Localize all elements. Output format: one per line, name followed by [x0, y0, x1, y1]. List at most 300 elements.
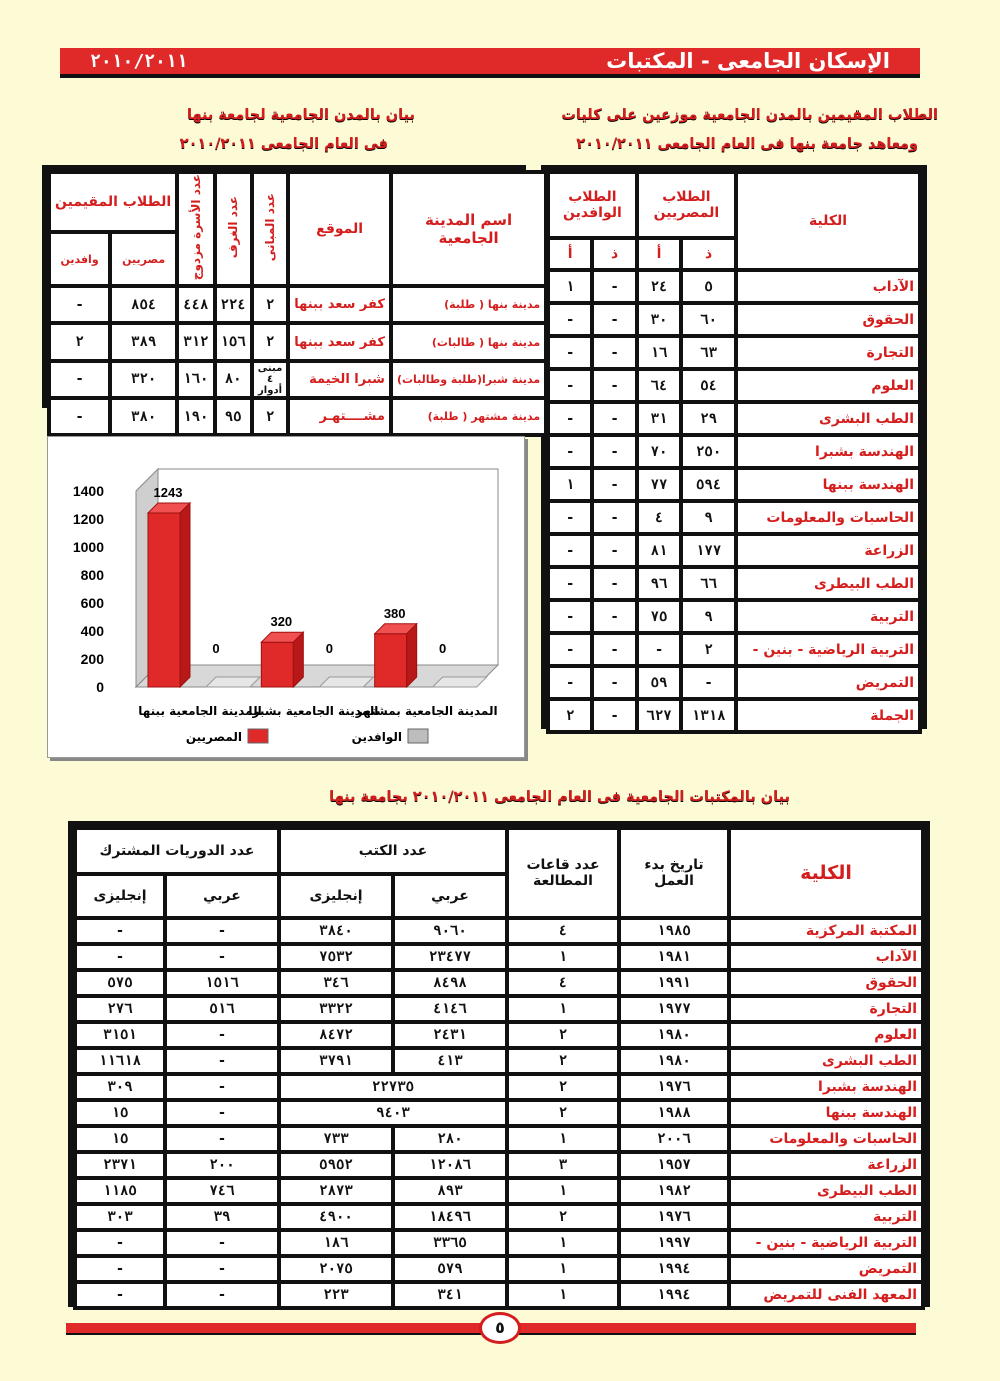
- table-cell: ٣٨٩: [112, 325, 175, 358]
- table-cell: التربية: [731, 1206, 921, 1228]
- table-cell: -: [550, 305, 590, 334]
- table-cell: -: [550, 602, 590, 631]
- table-row: [550, 305, 918, 334]
- table-cell: ٢: [254, 325, 286, 358]
- table-row: [550, 503, 918, 532]
- students-table: [546, 170, 922, 734]
- table-cell: ١٩٩١: [621, 972, 727, 994]
- table-row: [550, 338, 918, 367]
- table-cell: الطب البشرى: [731, 1050, 921, 1072]
- table-cell: -: [594, 569, 634, 598]
- table-cell: -: [77, 920, 163, 942]
- table-cell: مشــــتهـر: [290, 400, 389, 433]
- table-cell: ٢: [509, 1102, 617, 1124]
- table-cell: ٨٥٤: [112, 288, 175, 321]
- table-cell: ١٧٧: [683, 536, 734, 565]
- table-cell: ٦٤: [639, 371, 679, 400]
- table-cell: ٦٣: [683, 338, 734, 367]
- lib-col-college: الكلية: [731, 830, 921, 916]
- table-cell: ١٩٧٦: [621, 1076, 727, 1098]
- header-bar: [60, 48, 920, 78]
- table-cell: ٣٤١: [395, 1284, 505, 1306]
- table-row: [77, 1284, 921, 1306]
- col-foreign: الطلاب الوافدين: [550, 174, 635, 236]
- libraries-table: [73, 826, 925, 1310]
- table-cell: ٢٧٦: [77, 998, 163, 1020]
- table-cell: التربية الرياضية - بنين -: [738, 635, 918, 664]
- table-cell: العلوم: [738, 371, 918, 400]
- table-cell: ٢٠٠٦: [621, 1128, 727, 1150]
- table-cell: -: [594, 668, 634, 697]
- table-cell: ٣٠٩: [77, 1076, 163, 1098]
- table-cell: المعهد الفنى للتمريض: [731, 1284, 921, 1306]
- col-res-egyptian: مصريين: [112, 234, 175, 284]
- table-cell: -: [594, 536, 634, 565]
- legend-swatch: [248, 729, 268, 743]
- table-cell: ٣٨٠: [112, 400, 175, 433]
- table-cell: التجارة: [738, 338, 918, 367]
- table-row: [550, 272, 918, 301]
- table-cell: ٩: [683, 602, 734, 631]
- table-cell: ١٥: [77, 1102, 163, 1124]
- table-cell: -: [594, 635, 634, 664]
- table-cell: ٢٣٧١: [77, 1154, 163, 1176]
- students-table-wrap: [541, 165, 927, 729]
- table-cell: الطب البيطرى: [731, 1180, 921, 1202]
- table-cell: ٢٢٧٣٥: [281, 1076, 505, 1098]
- table-cell: ٧٥: [639, 602, 679, 631]
- table-cell: ٣٨٤٠: [281, 920, 391, 942]
- table-cell: -: [167, 946, 277, 968]
- col-fo-male: ذ: [594, 240, 634, 268]
- chart-bar-side: [293, 632, 303, 687]
- table-row: [77, 946, 921, 968]
- table-cell: ٥٩٤: [683, 470, 734, 499]
- table-cell: ٢٣٤٧٧: [395, 946, 505, 968]
- table-cell: ١٩٧٦: [621, 1206, 727, 1228]
- x-tick-label: المدينة الجامعية بمشتهر: [355, 704, 498, 718]
- table-row: [77, 1180, 921, 1202]
- table-row: [550, 371, 918, 400]
- table-cell: -: [550, 569, 590, 598]
- table-cell: ٦٠: [683, 305, 734, 334]
- table-cell: -: [594, 470, 634, 499]
- legend-swatch: [408, 729, 428, 743]
- table-cell: -: [594, 503, 634, 532]
- table-cell: ٢: [51, 325, 108, 358]
- table-cell: الحقوق: [738, 305, 918, 334]
- legend-label: الوافدين: [351, 730, 402, 744]
- table-cell: -: [550, 503, 590, 532]
- table-row: [550, 635, 918, 664]
- table-cell: ٧٧: [639, 470, 679, 499]
- table-cell: ٤١٤٦: [395, 998, 505, 1020]
- table-cell: ٣٩: [167, 1206, 277, 1228]
- table-cell: -: [639, 635, 679, 664]
- table-cell: الآداب: [738, 272, 918, 301]
- lib-col-books: عدد الكتب: [281, 830, 505, 872]
- table-row: [77, 1232, 921, 1254]
- table-cell: ١١٨٥: [77, 1180, 163, 1202]
- table-cell: ٧٤٦: [167, 1180, 277, 1202]
- col-residents: الطلاب المقيمين: [51, 174, 175, 230]
- table-cell: -: [77, 946, 163, 968]
- table-cell: التمريض: [731, 1258, 921, 1280]
- table-cell: -: [594, 305, 634, 334]
- table-cell: ١: [550, 470, 590, 499]
- col-eg-male: ذ: [683, 240, 734, 268]
- table-cell: التربية: [738, 602, 918, 631]
- table-cell: ٤: [509, 920, 617, 942]
- table-cell: ٢٢٤: [217, 288, 250, 321]
- lib-col-date: تاريخ بدء العمل: [621, 830, 727, 916]
- col-res-foreign: وافدين: [51, 234, 108, 284]
- table-cell: ٨٤٩٨: [395, 972, 505, 994]
- y-tick-label: 800: [80, 567, 104, 583]
- table-cell: -: [77, 1284, 163, 1306]
- table-cell: ١٩٠: [179, 400, 212, 433]
- table-cell: -: [550, 437, 590, 466]
- table-cell: المكتبة المركزية: [731, 920, 921, 942]
- table-cell: ١٨٦: [281, 1232, 391, 1254]
- table-cell: ١٨٤٩٦: [395, 1206, 505, 1228]
- table-cell: ٢٩: [683, 404, 734, 433]
- table-row: [77, 1128, 921, 1150]
- table-cell: ٢٥٠: [683, 437, 734, 466]
- table-cell: ٣٤٦: [281, 972, 391, 994]
- table-cell: التربية الرياضية - بنين -: [731, 1232, 921, 1254]
- table-cell: ١: [509, 1232, 617, 1254]
- table-cell: التمريض: [738, 668, 918, 697]
- libraries-table-wrap: [68, 821, 930, 1307]
- lib-col-per-ar: عربي: [167, 876, 277, 916]
- table-cell: ١٩٨٥: [621, 920, 727, 942]
- table-cell: -: [51, 363, 108, 396]
- table-row: [550, 569, 918, 598]
- table-cell: ٢٨٠: [395, 1128, 505, 1150]
- table-cell: ٥٧٩: [395, 1258, 505, 1280]
- table-cell: -: [550, 404, 590, 433]
- table-cell: ١٦٠: [179, 363, 212, 396]
- table-cell: ١٩٨٠: [621, 1050, 727, 1072]
- table-cell: ٢: [509, 1076, 617, 1098]
- table-cell: -: [550, 668, 590, 697]
- table-cell: ٧٠: [639, 437, 679, 466]
- table-cell: الطب البيطرى: [738, 569, 918, 598]
- y-tick-label: 1000: [72, 539, 104, 555]
- table-cell: -: [167, 1024, 277, 1046]
- table-cell: ٢٠٠: [167, 1154, 277, 1176]
- table-cell: ٨٩٣: [395, 1180, 505, 1202]
- table-cell: -: [594, 404, 634, 433]
- y-tick-label: 1200: [72, 511, 104, 527]
- cities-table-wrap: [42, 165, 541, 425]
- table-cell: ٢: [550, 701, 590, 730]
- table-cell: ٢٢٣: [281, 1284, 391, 1306]
- y-tick-label: 200: [80, 651, 104, 667]
- table-cell: الزراعة: [738, 536, 918, 565]
- table-cell: ١٩٨٢: [621, 1180, 727, 1202]
- table-cell: التجارة: [731, 998, 921, 1020]
- table-cell: ٢: [254, 400, 286, 433]
- table-cell: -: [167, 1258, 277, 1280]
- table-cell: ٥٩: [639, 668, 679, 697]
- table-row: [77, 1024, 921, 1046]
- table-cell: ١٥: [77, 1128, 163, 1150]
- y-tick-label: 0: [96, 679, 104, 695]
- table-cell: ١٦: [639, 338, 679, 367]
- table-cell: ١: [509, 946, 617, 968]
- table-cell: ٦٢٧: [639, 701, 679, 730]
- col-fo-female: أ: [550, 240, 590, 268]
- table-cell: الجملة: [738, 701, 918, 730]
- table-cell: ٣٢٠: [112, 363, 175, 396]
- table-cell: ٩٠٦٠: [395, 920, 505, 942]
- table-row: [550, 701, 918, 730]
- table-cell: -: [594, 437, 634, 466]
- table-row: [77, 1050, 921, 1072]
- table-cell: ٢: [683, 635, 734, 664]
- table-cell: ١٩٩٤: [621, 1284, 727, 1306]
- table-cell: ٢: [509, 1024, 617, 1046]
- table-cell: كفر سعد ببنها: [290, 325, 389, 358]
- table-cell: ٥٤: [683, 371, 734, 400]
- data-label: 0: [325, 641, 333, 656]
- data-label: 0: [212, 641, 220, 656]
- table-cell: الهندسة بشبرا: [738, 437, 918, 466]
- table-cell: ٣٠: [639, 305, 679, 334]
- lib-col-books-ar: عربي: [395, 876, 505, 916]
- table-cell: الحقوق: [731, 972, 921, 994]
- table-cell: -: [594, 272, 634, 301]
- col-egyptian: الطلاب المصريين: [639, 174, 734, 236]
- table-cell: ٢٨٧٣: [281, 1180, 391, 1202]
- table-cell: ١: [509, 1284, 617, 1306]
- legend-label: المصريين: [185, 730, 242, 744]
- table-cell: الهندسة ببنها: [738, 470, 918, 499]
- table-cell: مدينة بنها ( طالبات): [393, 325, 544, 358]
- col-beds: عدد الأسرة مزدوج: [179, 174, 212, 284]
- table-row: [77, 1154, 921, 1176]
- table-cell: مبنى ٤ أدوار: [254, 363, 286, 396]
- table-cell: ٤٩٠٠: [281, 1206, 391, 1228]
- table-cell: ٥٩٥٢: [281, 1154, 391, 1176]
- table-cell: -: [167, 1050, 277, 1072]
- table-row: [77, 998, 921, 1020]
- col-city-name: اسم المدينة الجامعية: [393, 174, 544, 284]
- table-cell: -: [167, 1284, 277, 1306]
- table-cell: الطب البشرى: [738, 404, 918, 433]
- chart-bar: [375, 634, 407, 687]
- table-row: [550, 437, 918, 466]
- cities-table: [47, 170, 548, 437]
- header-title: الإسكان الجامعى - المكتبات: [606, 49, 890, 73]
- table-cell: ١٩٨٨: [621, 1102, 727, 1124]
- table-cell: ٢٠٧٥: [281, 1258, 391, 1280]
- table-cell: مدينة شبرا(طلبة وطالبات): [393, 363, 544, 396]
- col-location: الموقع: [290, 174, 389, 284]
- table-row: [77, 972, 921, 994]
- table-row: [77, 1076, 921, 1098]
- table-cell: ١: [509, 1180, 617, 1202]
- table-cell: ٤: [509, 972, 617, 994]
- table-cell: -: [167, 1128, 277, 1150]
- table-cell: -: [167, 1076, 277, 1098]
- table-cell: -: [550, 371, 590, 400]
- chart-bar: [206, 677, 260, 687]
- table-cell: ٥١٦: [167, 998, 277, 1020]
- data-label: 380: [383, 605, 406, 621]
- table-cell: ١: [550, 272, 590, 301]
- x-tick-label: المدينة الجامعية بشبرا: [248, 704, 379, 718]
- table-cell: الهندسة بشبرا: [731, 1076, 921, 1098]
- lib-col-per-en: إنجليزى: [77, 876, 163, 916]
- lib-col-periodicals: عدد الدوريات المشترك: [77, 830, 277, 872]
- table-cell: ١٩٩٧: [621, 1232, 727, 1254]
- table-cell: -: [594, 701, 634, 730]
- table-cell: -: [550, 338, 590, 367]
- table-row: [51, 325, 544, 358]
- table-cell: -: [167, 1102, 277, 1124]
- table-cell: -: [77, 1258, 163, 1280]
- chart-bar: [261, 642, 293, 687]
- table-cell: ٣١٢: [179, 325, 212, 358]
- table-cell: ٢٤٣١: [395, 1024, 505, 1046]
- table-cell: -: [594, 371, 634, 400]
- table-cell: الزراعة: [731, 1154, 921, 1176]
- table-cell: ١٩٨٠: [621, 1024, 727, 1046]
- table-cell: ١: [509, 1128, 617, 1150]
- table-row: [550, 536, 918, 565]
- table-cell: ٨١: [639, 536, 679, 565]
- col-college: الكلية: [738, 174, 918, 268]
- table-cell: ٣١٥١: [77, 1024, 163, 1046]
- table-row: [550, 470, 918, 499]
- chart-back-wall: [158, 469, 498, 665]
- table-row: [550, 602, 918, 631]
- libraries-title: بيان بالمكتبات الجامعية فى العام الجامعى ٢٠١٠/٢٠١١ بجامعة بنها: [329, 789, 790, 805]
- table-cell: ٢: [509, 1050, 617, 1072]
- table-cell: ٣٠٣: [77, 1206, 163, 1228]
- col-buildings: عدد المبانى: [254, 174, 286, 284]
- table-cell: العلوم: [731, 1024, 921, 1046]
- table-cell: ٨٠: [217, 363, 250, 396]
- table-cell: -: [51, 400, 108, 433]
- table-cell: ١٩٩٤: [621, 1258, 727, 1280]
- page-number: ٥: [479, 1312, 521, 1344]
- table-cell: ٤٤٨: [179, 288, 212, 321]
- table-row: [51, 288, 544, 321]
- table-cell: -: [51, 288, 108, 321]
- table-cell: ٧٥٣٢: [281, 946, 391, 968]
- table-cell: -: [167, 1232, 277, 1254]
- chart-svg: [48, 437, 526, 759]
- table-cell: ٤: [639, 503, 679, 532]
- table-cell: الهندسة ببنها: [731, 1102, 921, 1124]
- table-cell: ١١٦١٨: [77, 1050, 163, 1072]
- table-cell: ٩٤٠٣: [281, 1102, 505, 1124]
- table-cell: مدينة بنها ( طلبة): [393, 288, 544, 321]
- chart-bar-side: [180, 503, 190, 687]
- lib-col-halls: عدد قاعات المطالعة: [509, 830, 617, 916]
- col-rooms: عدد الغرف: [217, 174, 250, 284]
- cities-title-line1: بيان بالمدن الجامعية لجامعة بنها: [186, 107, 415, 123]
- table-cell: ١٥٦: [217, 325, 250, 358]
- table-cell: ٤١٣: [395, 1050, 505, 1072]
- header-year: ٢٠١٠/٢٠١١: [90, 50, 188, 72]
- table-cell: ١٩٥٧: [621, 1154, 727, 1176]
- chart-bar-side: [407, 624, 417, 687]
- table-row: [51, 400, 544, 433]
- data-label: 1243: [153, 484, 183, 500]
- chart-bar: [319, 677, 373, 687]
- y-tick-label: 1400: [72, 483, 104, 499]
- table-cell: -: [594, 602, 634, 631]
- table-cell: ١٩٨١: [621, 946, 727, 968]
- table-cell: -: [167, 920, 277, 942]
- table-cell: ٣: [509, 1154, 617, 1176]
- students-title-line1: الطلاب المقيمين بالمدن الجامعية موزعين على كليات: [561, 107, 938, 123]
- table-cell: ١٣١٨: [683, 701, 734, 730]
- table-cell: ٣٧٩١: [281, 1050, 391, 1072]
- table-cell: كفر سعد ببنها: [290, 288, 389, 321]
- table-cell: ٩: [683, 503, 734, 532]
- table-cell: ٥٧٥: [77, 972, 163, 994]
- table-cell: ٥: [683, 272, 734, 301]
- chart-bar: [148, 513, 180, 687]
- table-cell: ٦٦: [683, 569, 734, 598]
- residents-chart: [47, 436, 525, 758]
- table-cell: ٣١: [639, 404, 679, 433]
- col-eg-female: أ: [639, 240, 679, 268]
- table-cell: ٣٣٢٢: [281, 998, 391, 1020]
- table-row: [51, 363, 544, 396]
- data-label: 320: [270, 614, 293, 630]
- students-title-line2: ومعاهد جامعة بنها فى العام الجامعى ٢٠١٠/٢٠١١: [576, 136, 918, 152]
- table-cell: ٨٤٧٢: [281, 1024, 391, 1046]
- table-cell: ١٢٠٨٦: [395, 1154, 505, 1176]
- table-cell: ١٩٧٧: [621, 998, 727, 1020]
- table-cell: ٢: [254, 288, 286, 321]
- data-label: 0: [439, 641, 447, 656]
- x-tick-label: المدينة الجامعية ببنها: [138, 704, 262, 718]
- table-cell: ٩٦: [639, 569, 679, 598]
- table-cell: الحاسبات والمعلومات: [731, 1128, 921, 1150]
- table-cell: ٢: [509, 1206, 617, 1228]
- table-cell: ١: [509, 1258, 617, 1280]
- lib-col-books-en: إنجليزى: [281, 876, 391, 916]
- table-cell: ٩٥: [217, 400, 250, 433]
- table-cell: ٧٣٣: [281, 1128, 391, 1150]
- table-cell: الآداب: [731, 946, 921, 968]
- y-tick-label: 600: [80, 595, 104, 611]
- table-cell: -: [550, 536, 590, 565]
- cities-title-line2: فى العام الجامعى ٢٠١٠/٢٠١١: [179, 136, 388, 152]
- table-cell: مدينة مشتهر ( طلبة): [393, 400, 544, 433]
- table-cell: -: [550, 635, 590, 664]
- table-row: [550, 668, 918, 697]
- table-row: [77, 1206, 921, 1228]
- y-tick-label: 400: [80, 623, 104, 639]
- table-cell: ١: [509, 998, 617, 1020]
- table-cell: -: [683, 668, 734, 697]
- table-cell: شبرا الخيمة: [290, 363, 389, 396]
- table-row: [77, 1258, 921, 1280]
- table-cell: ٢٤: [639, 272, 679, 301]
- table-cell: -: [594, 338, 634, 367]
- table-row: [77, 920, 921, 942]
- table-row: [77, 1102, 921, 1124]
